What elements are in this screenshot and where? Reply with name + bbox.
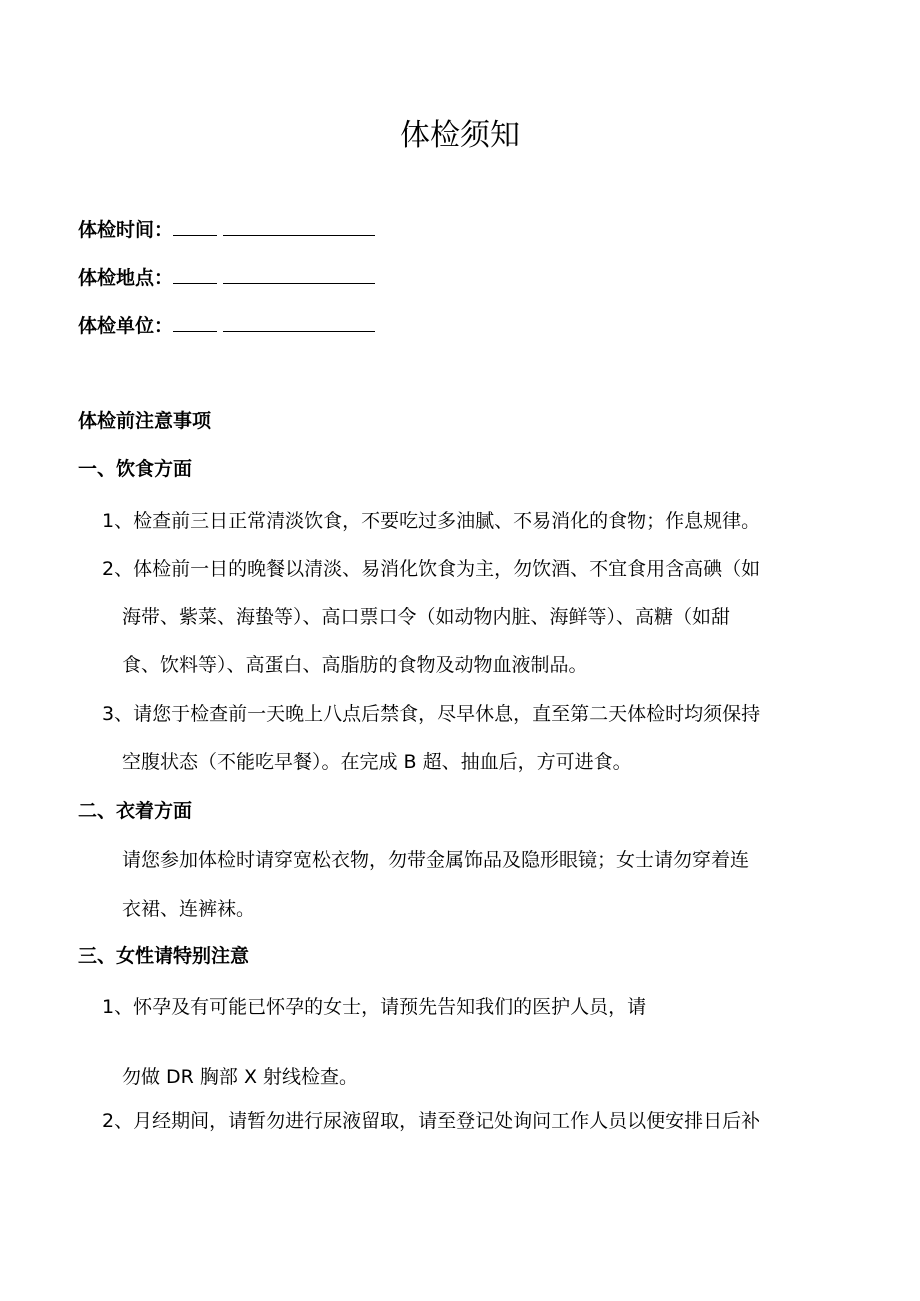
clothing-line-1: 请您参加体检时请穿宽松衣物，勿带金属饰品及隐形眼镜；女士请勿穿着连 (122, 849, 750, 871)
exam-place-blank-short (173, 265, 217, 284)
exam-unit-blank-short (173, 313, 217, 332)
diet-item-2-line-1: 2、体检前一日的晚餐以清淡、易消化饮食为主，勿饮酒、不宜食用含高碘（如 (102, 558, 761, 580)
exam-time-row (78, 215, 375, 245)
diet-heading: 一、饮食方面 (78, 458, 193, 480)
diet-item-2-line-3: 食、饮料等）、高蛋白、高脂肪的食物及动物血液制品。 (122, 654, 588, 676)
diet-item-3-line-1: 3、请您于检查前一天晚上八点后禁食，尽早休息，直至第二天体检时均须保持 (102, 703, 761, 725)
diet-item-1: 1、检查前三日正常清淡饮食，不要吃过多油腻、不易消化的食物；作息规律。 (102, 510, 761, 532)
exam-place-row (78, 263, 375, 293)
diet-item-3-line-2: 空腹状态（不能吃早餐）。在完成 B 超、抽血后，方可进食。 (122, 751, 632, 773)
female-item-1-line-1: 1、怀孕及有可能已怀孕的女士，请预先告知我们的医护人员，请 (102, 996, 647, 1018)
diet-item-2-line-2: 海带、紫菜、海蛰等）、高口票口令（如动物内脏、海鲜等）、高糖（如甜 (122, 606, 731, 628)
clothing-line-2: 衣裙、连裤袜。 (122, 898, 256, 920)
exam-unit-row (78, 311, 375, 341)
clothing-heading: 二、衣着方面 (78, 800, 193, 822)
exam-place-label: 体检地点： (78, 267, 174, 289)
page-title: 体检须知 (400, 118, 520, 153)
exam-place-blank-long (223, 265, 375, 284)
female-item-2-line-1: 2、月经期间，请暂勿进行尿液留取，请至登记处询问工作人员以便安排日后补 (102, 1110, 761, 1132)
exam-unit-blank-long (223, 313, 375, 332)
female-item-1-line-2: 勿做 DR 胸部 X 射线检查。 (122, 1066, 359, 1088)
exam-unit-label: 体检单位： (78, 315, 174, 337)
exam-time-blank-short (173, 217, 217, 236)
notice-heading: 体检前注意事项 (78, 410, 212, 432)
exam-time-blank-long (223, 217, 375, 236)
female-heading: 三、女性请特别注意 (78, 945, 250, 967)
exam-time-label: 体检时间： (78, 219, 174, 241)
